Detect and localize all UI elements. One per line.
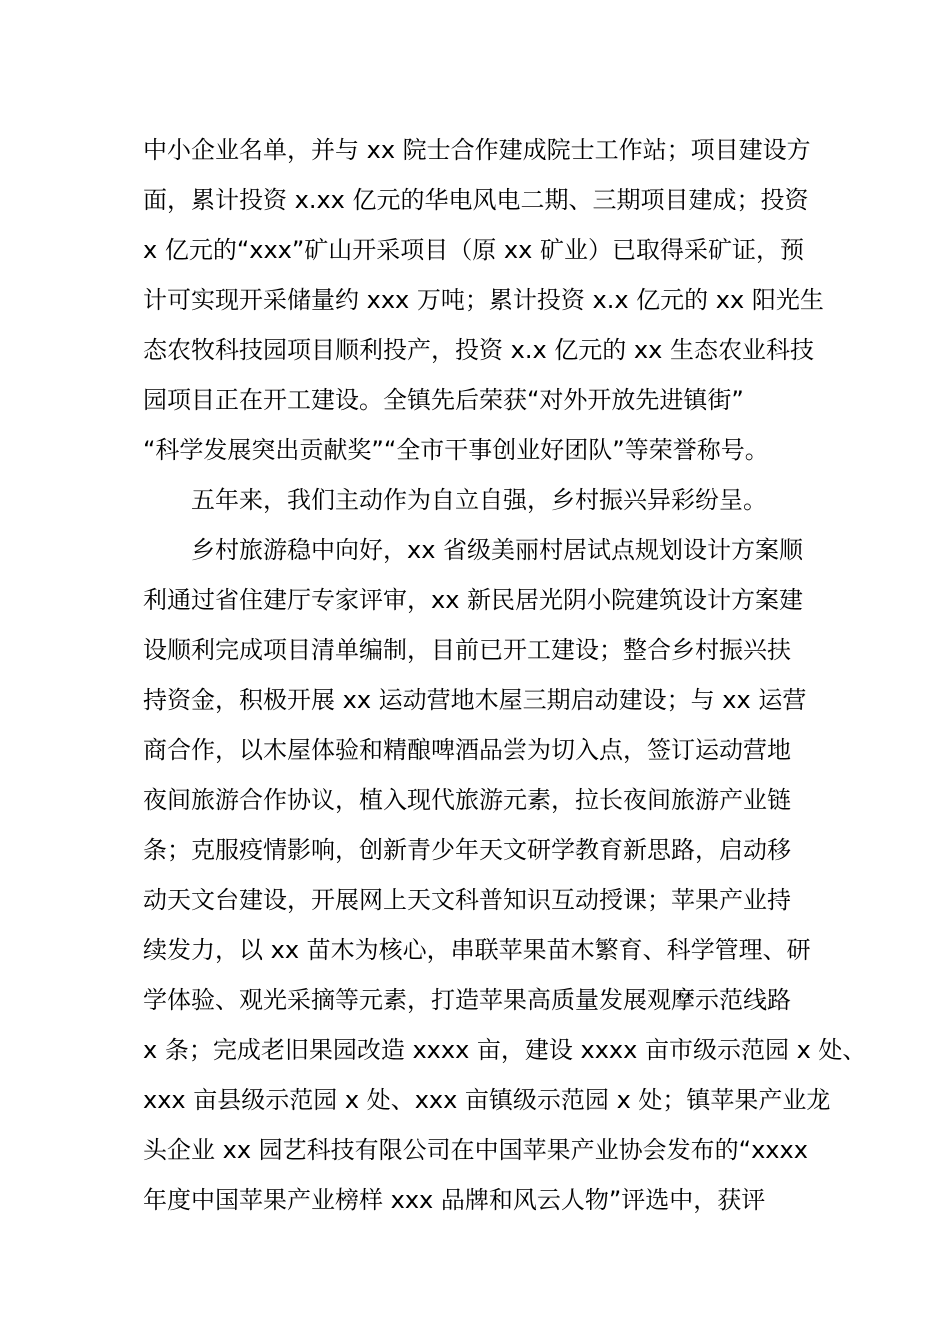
- text-line: 动天文台建设，开展网上天文科普知识互动授课；苹果产业持: [143, 886, 791, 914]
- text-line: 设顺利完成项目清单编制，目前已开工建设；整合乡村振兴扶: [143, 636, 791, 664]
- text-line: 夜间旅游合作协议，植入现代旅游元素，拉长夜间旅游产业链: [143, 786, 791, 814]
- text-line: x 亿元的“xxx”矿山开采项目（原 xx 矿业）已取得采矿证，预: [143, 236, 804, 264]
- text-line: 商合作，以木屋体验和精酿啤酒品尝为切入点，签订运动营地: [143, 736, 791, 764]
- text-line: “科学发展突出贡献奖”“全市干事创业好团队”等荣誉称号。: [143, 436, 769, 464]
- text-line: 利通过省住建厅专家评审，xx 新民居光阴小院建筑设计方案建: [143, 586, 804, 614]
- text-line: 年度中国苹果产业榜样 xxx 品牌和风云人物”评选中，获评: [143, 1186, 766, 1214]
- text-line: 态农牧科技园项目顺利投产，投资 x.x 亿元的 xx 生态农业科技: [143, 336, 814, 364]
- text-line: 中小企业名单，并与 xx 院士合作建成院士工作站；项目建设方: [143, 136, 811, 164]
- text-line: xxx 亩县级示范园 x 处、xxx 亩镇级示范园 x 处；镇苹果产业龙: [143, 1086, 831, 1114]
- text-line: 持资金，积极开展 xx 运动营地木屋三期启动建设；与 xx 运营: [143, 686, 807, 714]
- paragraph-first-line: 五年来，我们主动作为自立自强，乡村振兴异彩纷呈。: [191, 486, 767, 514]
- text-line: 条；克服疫情影响，创新青少年天文研学教育新思路，启动移: [143, 836, 791, 864]
- text-line: 面，累计投资 x.xx 亿元的华电风电二期、三期项目建成；投资: [143, 186, 809, 214]
- body-text: [143, 125, 867, 1225]
- text-line: 园项目正在开工建设。全镇先后荣获“对外开放先进镇街”: [143, 386, 744, 414]
- paragraph-first-line: 乡村旅游稳中向好，xx 省级美丽村居试点规划设计方案顺: [191, 536, 804, 564]
- text-line: x 条；完成老旧果园改造 xxxx 亩，建设 xxxx 亩市级示范园 x 处、: [143, 1036, 867, 1064]
- text-line: 头企业 xx 园艺科技有限公司在中国苹果产业协会发布的“xxxx: [143, 1136, 808, 1164]
- text-line: 学体验、观光采摘等元素，打造苹果高质量发展观摩示范线路: [143, 986, 791, 1014]
- text-line: 计可实现开采储量约 xxx 万吨；累计投资 x.x 亿元的 xx 阳光生: [143, 286, 824, 314]
- text-line: 续发力，以 xx 苗木为核心，串联苹果苗木繁育、科学管理、研: [143, 936, 811, 964]
